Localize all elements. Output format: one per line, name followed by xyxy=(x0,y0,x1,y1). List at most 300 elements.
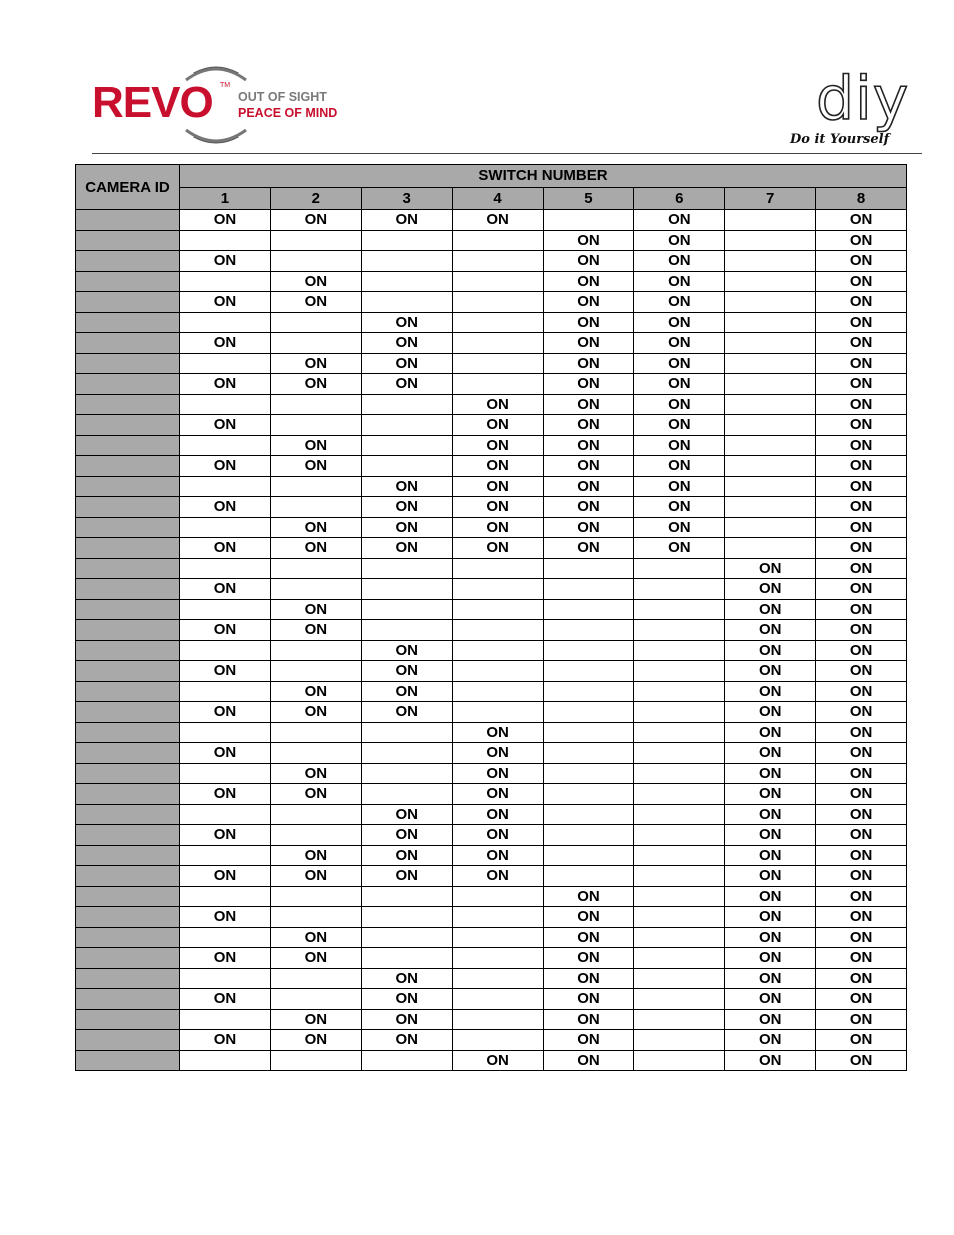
switch-cell xyxy=(270,640,361,661)
switch-cell xyxy=(270,825,361,846)
switch-cell xyxy=(361,230,452,251)
switch-cell: ON xyxy=(816,907,907,928)
table-row xyxy=(76,743,907,764)
switch-cell: ON xyxy=(270,353,361,374)
switch-cell: ON xyxy=(816,497,907,518)
switch-cell: ON xyxy=(634,353,725,374)
switch-cell xyxy=(725,230,816,251)
switch-cell: ON xyxy=(270,292,361,313)
table-row xyxy=(76,661,907,682)
switch-cell xyxy=(634,968,725,989)
switch-cell: ON xyxy=(816,394,907,415)
switch-cell: ON xyxy=(725,907,816,928)
switch-cell xyxy=(180,271,271,292)
switch-cell: ON xyxy=(634,456,725,477)
table-row xyxy=(76,640,907,661)
switch-cell: ON xyxy=(270,948,361,969)
switch-cell: ON xyxy=(361,681,452,702)
switch-cell xyxy=(180,681,271,702)
switch-cell: ON xyxy=(725,1030,816,1051)
switch-cell xyxy=(543,866,634,887)
switch-cell xyxy=(725,210,816,231)
switch-cell: ON xyxy=(270,456,361,477)
switch-cell: ON xyxy=(816,517,907,538)
switch-cell xyxy=(361,620,452,641)
switch-cell: ON xyxy=(816,1030,907,1051)
switch-cell xyxy=(725,333,816,354)
switch-cell xyxy=(543,825,634,846)
table-row xyxy=(76,374,907,395)
switch-cell: ON xyxy=(725,804,816,825)
switch-cell: ON xyxy=(180,620,271,641)
table-row xyxy=(76,271,907,292)
switch-cell xyxy=(452,374,543,395)
switch-cell: ON xyxy=(816,722,907,743)
switch-cell: ON xyxy=(452,784,543,805)
switch-cell: ON xyxy=(452,456,543,477)
switch-cell xyxy=(452,907,543,928)
switch-cell: ON xyxy=(452,497,543,518)
table-row xyxy=(76,804,907,825)
switch-cell xyxy=(270,312,361,333)
switch-number-row xyxy=(76,187,907,210)
switch-cell: ON xyxy=(725,599,816,620)
switch-cell: ON xyxy=(361,845,452,866)
switch-cell: ON xyxy=(361,353,452,374)
switch-cell: ON xyxy=(816,558,907,579)
switch-cell: ON xyxy=(634,538,725,559)
switch-cell xyxy=(361,435,452,456)
switch-cell xyxy=(452,271,543,292)
switch-cell xyxy=(361,271,452,292)
switch-cell xyxy=(725,456,816,477)
switch-cell: ON xyxy=(270,620,361,641)
switch-cell xyxy=(543,558,634,579)
camera-id-cell xyxy=(76,1050,180,1071)
switch-cell xyxy=(634,722,725,743)
switch-cell: ON xyxy=(361,640,452,661)
table-body xyxy=(76,210,907,1071)
revo-logo xyxy=(92,60,352,150)
switch-cell: ON xyxy=(543,251,634,272)
table-row xyxy=(76,476,907,497)
camera-id-cell xyxy=(76,825,180,846)
switch-cell: ON xyxy=(816,763,907,784)
switch-cell: ON xyxy=(543,1050,634,1071)
switch-cell: ON xyxy=(543,927,634,948)
switch-cell: ON xyxy=(180,1030,271,1051)
switch-cell: ON xyxy=(180,989,271,1010)
switch-cell: ON xyxy=(725,886,816,907)
switch-cell xyxy=(180,845,271,866)
switch-cell: ON xyxy=(270,1030,361,1051)
switch-cell: ON xyxy=(816,640,907,661)
switch-cell: ON xyxy=(543,1009,634,1030)
switch-cell: ON xyxy=(725,968,816,989)
switch-cell xyxy=(452,353,543,374)
switch-cell: ON xyxy=(543,968,634,989)
switch-cell xyxy=(634,558,725,579)
switch-cell xyxy=(270,743,361,764)
switch-cell: ON xyxy=(180,292,271,313)
camera-id-cell xyxy=(76,538,180,559)
switch-cell: ON xyxy=(180,661,271,682)
switch-cell: ON xyxy=(270,210,361,231)
switch-cell xyxy=(361,292,452,313)
table-row xyxy=(76,210,907,231)
switch-cell: ON xyxy=(361,968,452,989)
camera-id-cell xyxy=(76,476,180,497)
switch-cell: ON xyxy=(725,763,816,784)
switch-cell xyxy=(452,661,543,682)
switch-cell xyxy=(180,558,271,579)
table-row xyxy=(76,722,907,743)
switch-cell: ON xyxy=(270,374,361,395)
switch-cell: ON xyxy=(452,1050,543,1071)
switch-cell: ON xyxy=(816,579,907,600)
switch-cell: ON xyxy=(634,374,725,395)
switch-cell xyxy=(452,1009,543,1030)
switch-cell: ON xyxy=(180,210,271,231)
camera-id-cell xyxy=(76,374,180,395)
camera-id-cell xyxy=(76,702,180,723)
switch-cell: ON xyxy=(816,681,907,702)
switch-cell: ON xyxy=(361,825,452,846)
switch-cell: ON xyxy=(634,415,725,436)
switch-cell: ON xyxy=(816,804,907,825)
switch-cell xyxy=(725,517,816,538)
camera-id-cell xyxy=(76,804,180,825)
switch-cell xyxy=(725,374,816,395)
switch-cell: ON xyxy=(816,230,907,251)
switch-cell: ON xyxy=(725,681,816,702)
switch-cell: ON xyxy=(180,702,271,723)
switch-cell: ON xyxy=(634,394,725,415)
switch-cell xyxy=(452,640,543,661)
table-row xyxy=(76,825,907,846)
switch-cell: ON xyxy=(634,292,725,313)
switch-cell: ON xyxy=(543,517,634,538)
switch-cell xyxy=(452,968,543,989)
switch-cell: ON xyxy=(725,640,816,661)
switch-number-1: 1 xyxy=(180,187,271,210)
switch-cell: ON xyxy=(634,517,725,538)
switch-cell xyxy=(634,661,725,682)
camera-id-cell xyxy=(76,210,180,231)
switch-cell: ON xyxy=(270,271,361,292)
switch-settings-table xyxy=(75,164,907,1071)
switch-cell xyxy=(180,599,271,620)
camera-id-cell xyxy=(76,251,180,272)
table-row xyxy=(76,1030,907,1051)
switch-cell xyxy=(452,1030,543,1051)
switch-cell xyxy=(543,579,634,600)
switch-cell xyxy=(361,948,452,969)
switch-cell xyxy=(634,886,725,907)
camera-id-cell xyxy=(76,743,180,764)
switch-number-2: 2 xyxy=(270,187,361,210)
switch-cell xyxy=(452,989,543,1010)
switch-cell xyxy=(634,702,725,723)
switch-cell: ON xyxy=(543,312,634,333)
switch-cell xyxy=(634,948,725,969)
camera-id-cell xyxy=(76,394,180,415)
switch-cell: ON xyxy=(816,886,907,907)
switch-cell: ON xyxy=(816,271,907,292)
camera-id-cell xyxy=(76,948,180,969)
switch-cell: ON xyxy=(361,1030,452,1051)
switch-cell xyxy=(180,763,271,784)
switch-cell xyxy=(180,517,271,538)
switch-cell: ON xyxy=(725,1050,816,1071)
camera-id-cell xyxy=(76,620,180,641)
switch-cell xyxy=(452,333,543,354)
switch-cell: ON xyxy=(270,702,361,723)
switch-cell xyxy=(543,681,634,702)
switch-cell: ON xyxy=(816,968,907,989)
switch-cell: ON xyxy=(180,333,271,354)
switch-cell xyxy=(452,251,543,272)
switch-cell: ON xyxy=(725,927,816,948)
switch-cell xyxy=(361,1050,452,1071)
switch-cell: ON xyxy=(816,866,907,887)
camera-id-cell xyxy=(76,312,180,333)
camera-id-cell xyxy=(76,271,180,292)
switch-cell xyxy=(543,661,634,682)
camera-id-cell xyxy=(76,558,180,579)
table-row xyxy=(76,230,907,251)
switch-cell xyxy=(543,620,634,641)
switch-cell xyxy=(180,230,271,251)
switch-cell: ON xyxy=(180,538,271,559)
switch-cell xyxy=(180,927,271,948)
switch-cell xyxy=(270,907,361,928)
switch-cell: ON xyxy=(543,456,634,477)
switch-cell: ON xyxy=(543,497,634,518)
switch-cell: ON xyxy=(270,927,361,948)
switch-cell: ON xyxy=(543,948,634,969)
camera-id-cell xyxy=(76,353,180,374)
switch-cell xyxy=(452,886,543,907)
switch-cell: ON xyxy=(816,435,907,456)
switch-cell: ON xyxy=(361,538,452,559)
switch-cell xyxy=(543,640,634,661)
switch-cell: ON xyxy=(725,661,816,682)
switch-cell xyxy=(270,804,361,825)
switch-cell: ON xyxy=(361,866,452,887)
switch-cell xyxy=(270,394,361,415)
switch-cell: ON xyxy=(543,271,634,292)
switch-cell: ON xyxy=(725,1009,816,1030)
switch-cell: ON xyxy=(816,948,907,969)
table-row xyxy=(76,927,907,948)
table-row xyxy=(76,763,907,784)
switch-cell: ON xyxy=(180,825,271,846)
switch-cell xyxy=(270,497,361,518)
camera-id-cell xyxy=(76,435,180,456)
table-row xyxy=(76,333,907,354)
table-row xyxy=(76,579,907,600)
switch-cell: ON xyxy=(725,743,816,764)
switch-cell: ON xyxy=(452,763,543,784)
switch-cell: ON xyxy=(452,517,543,538)
switch-cell: ON xyxy=(816,599,907,620)
table-row xyxy=(76,1050,907,1071)
switch-cell: ON xyxy=(816,1009,907,1030)
table-row xyxy=(76,292,907,313)
switch-cell: ON xyxy=(816,210,907,231)
switch-cell: ON xyxy=(634,435,725,456)
switch-cell: ON xyxy=(270,538,361,559)
table-row xyxy=(76,415,907,436)
switch-cell xyxy=(270,968,361,989)
switch-cell xyxy=(634,743,725,764)
switch-cell: ON xyxy=(361,517,452,538)
camera-id-cell xyxy=(76,517,180,538)
switch-cell xyxy=(543,210,634,231)
table-row xyxy=(76,456,907,477)
switch-cell: ON xyxy=(270,599,361,620)
switch-cell: ON xyxy=(180,948,271,969)
switch-cell: ON xyxy=(452,866,543,887)
camera-id-cell xyxy=(76,968,180,989)
switch-cell: ON xyxy=(816,251,907,272)
table-row xyxy=(76,845,907,866)
camera-id-cell xyxy=(76,927,180,948)
switch-cell: ON xyxy=(634,251,725,272)
switch-cell: ON xyxy=(270,1009,361,1030)
switch-cell: ON xyxy=(361,210,452,231)
switch-cell: ON xyxy=(725,825,816,846)
switch-cell: ON xyxy=(816,927,907,948)
switch-cell: ON xyxy=(270,866,361,887)
camera-id-cell xyxy=(76,1009,180,1030)
table-row xyxy=(76,968,907,989)
switch-cell: ON xyxy=(816,1050,907,1071)
switch-cell: ON xyxy=(543,907,634,928)
switch-cell: ON xyxy=(452,825,543,846)
switch-number-header: SWITCH NUMBER xyxy=(180,165,907,188)
switch-cell xyxy=(634,579,725,600)
switch-cell xyxy=(361,927,452,948)
switch-cell xyxy=(725,394,816,415)
table-row xyxy=(76,989,907,1010)
switch-cell: ON xyxy=(816,989,907,1010)
switch-cell xyxy=(634,599,725,620)
switch-cell: ON xyxy=(816,374,907,395)
switch-cell: ON xyxy=(634,230,725,251)
switch-cell xyxy=(452,927,543,948)
table-row xyxy=(76,886,907,907)
trademark-mark: TM xyxy=(220,82,231,89)
table-row xyxy=(76,558,907,579)
switch-cell: ON xyxy=(361,476,452,497)
switch-cell: ON xyxy=(361,661,452,682)
switch-cell xyxy=(725,353,816,374)
table-row xyxy=(76,538,907,559)
revo-tagline-line1: OUT OF SIGHT xyxy=(238,90,327,104)
table-row xyxy=(76,394,907,415)
switch-cell xyxy=(452,230,543,251)
switch-cell xyxy=(452,681,543,702)
switch-cell: ON xyxy=(452,394,543,415)
switch-cell xyxy=(452,599,543,620)
switch-cell xyxy=(634,927,725,948)
camera-id-cell xyxy=(76,681,180,702)
switch-cell: ON xyxy=(634,333,725,354)
switch-cell: ON xyxy=(725,558,816,579)
table-row xyxy=(76,784,907,805)
switch-cell xyxy=(543,804,634,825)
switch-cell: ON xyxy=(543,353,634,374)
switch-cell: ON xyxy=(270,681,361,702)
switch-cell: ON xyxy=(361,333,452,354)
switch-cell: ON xyxy=(634,476,725,497)
switch-cell xyxy=(180,886,271,907)
switch-cell: ON xyxy=(180,743,271,764)
header-divider xyxy=(92,153,922,154)
camera-id-cell xyxy=(76,599,180,620)
switch-cell: ON xyxy=(634,210,725,231)
camera-id-cell xyxy=(76,333,180,354)
switch-cell xyxy=(543,599,634,620)
switch-number-4: 4 xyxy=(452,187,543,210)
switch-cell: ON xyxy=(180,415,271,436)
switch-cell: ON xyxy=(725,702,816,723)
table-row xyxy=(76,599,907,620)
switch-cell: ON xyxy=(816,292,907,313)
camera-id-cell xyxy=(76,886,180,907)
switch-cell: ON xyxy=(543,415,634,436)
switch-cell: ON xyxy=(180,866,271,887)
camera-id-cell xyxy=(76,497,180,518)
switch-cell xyxy=(270,661,361,682)
switch-cell: ON xyxy=(543,292,634,313)
switch-cell xyxy=(634,1009,725,1030)
switch-cell xyxy=(634,1050,725,1071)
switch-cell: ON xyxy=(816,661,907,682)
switch-cell: ON xyxy=(180,374,271,395)
table-row xyxy=(76,435,907,456)
switch-cell xyxy=(270,989,361,1010)
switch-cell: ON xyxy=(270,435,361,456)
switch-cell xyxy=(361,558,452,579)
table-row xyxy=(76,251,907,272)
switch-cell: ON xyxy=(543,394,634,415)
switch-cell: ON xyxy=(816,825,907,846)
camera-id-cell xyxy=(76,456,180,477)
switch-cell: ON xyxy=(452,845,543,866)
camera-id-cell xyxy=(76,866,180,887)
switch-cell: ON xyxy=(816,333,907,354)
switch-cell: ON xyxy=(543,230,634,251)
switch-cell xyxy=(361,415,452,436)
switch-cell xyxy=(180,312,271,333)
switch-cell xyxy=(725,538,816,559)
switch-cell: ON xyxy=(452,415,543,436)
switch-cell xyxy=(270,558,361,579)
switch-cell xyxy=(361,579,452,600)
switch-number-8: 8 xyxy=(816,187,907,210)
revo-tagline-line2: PEACE OF MIND xyxy=(238,106,338,120)
switch-cell: ON xyxy=(543,1030,634,1051)
switch-cell xyxy=(725,292,816,313)
switch-cell: ON xyxy=(452,722,543,743)
switch-cell: ON xyxy=(543,989,634,1010)
table-row xyxy=(76,907,907,928)
table-row xyxy=(76,1009,907,1030)
switch-cell: ON xyxy=(361,312,452,333)
